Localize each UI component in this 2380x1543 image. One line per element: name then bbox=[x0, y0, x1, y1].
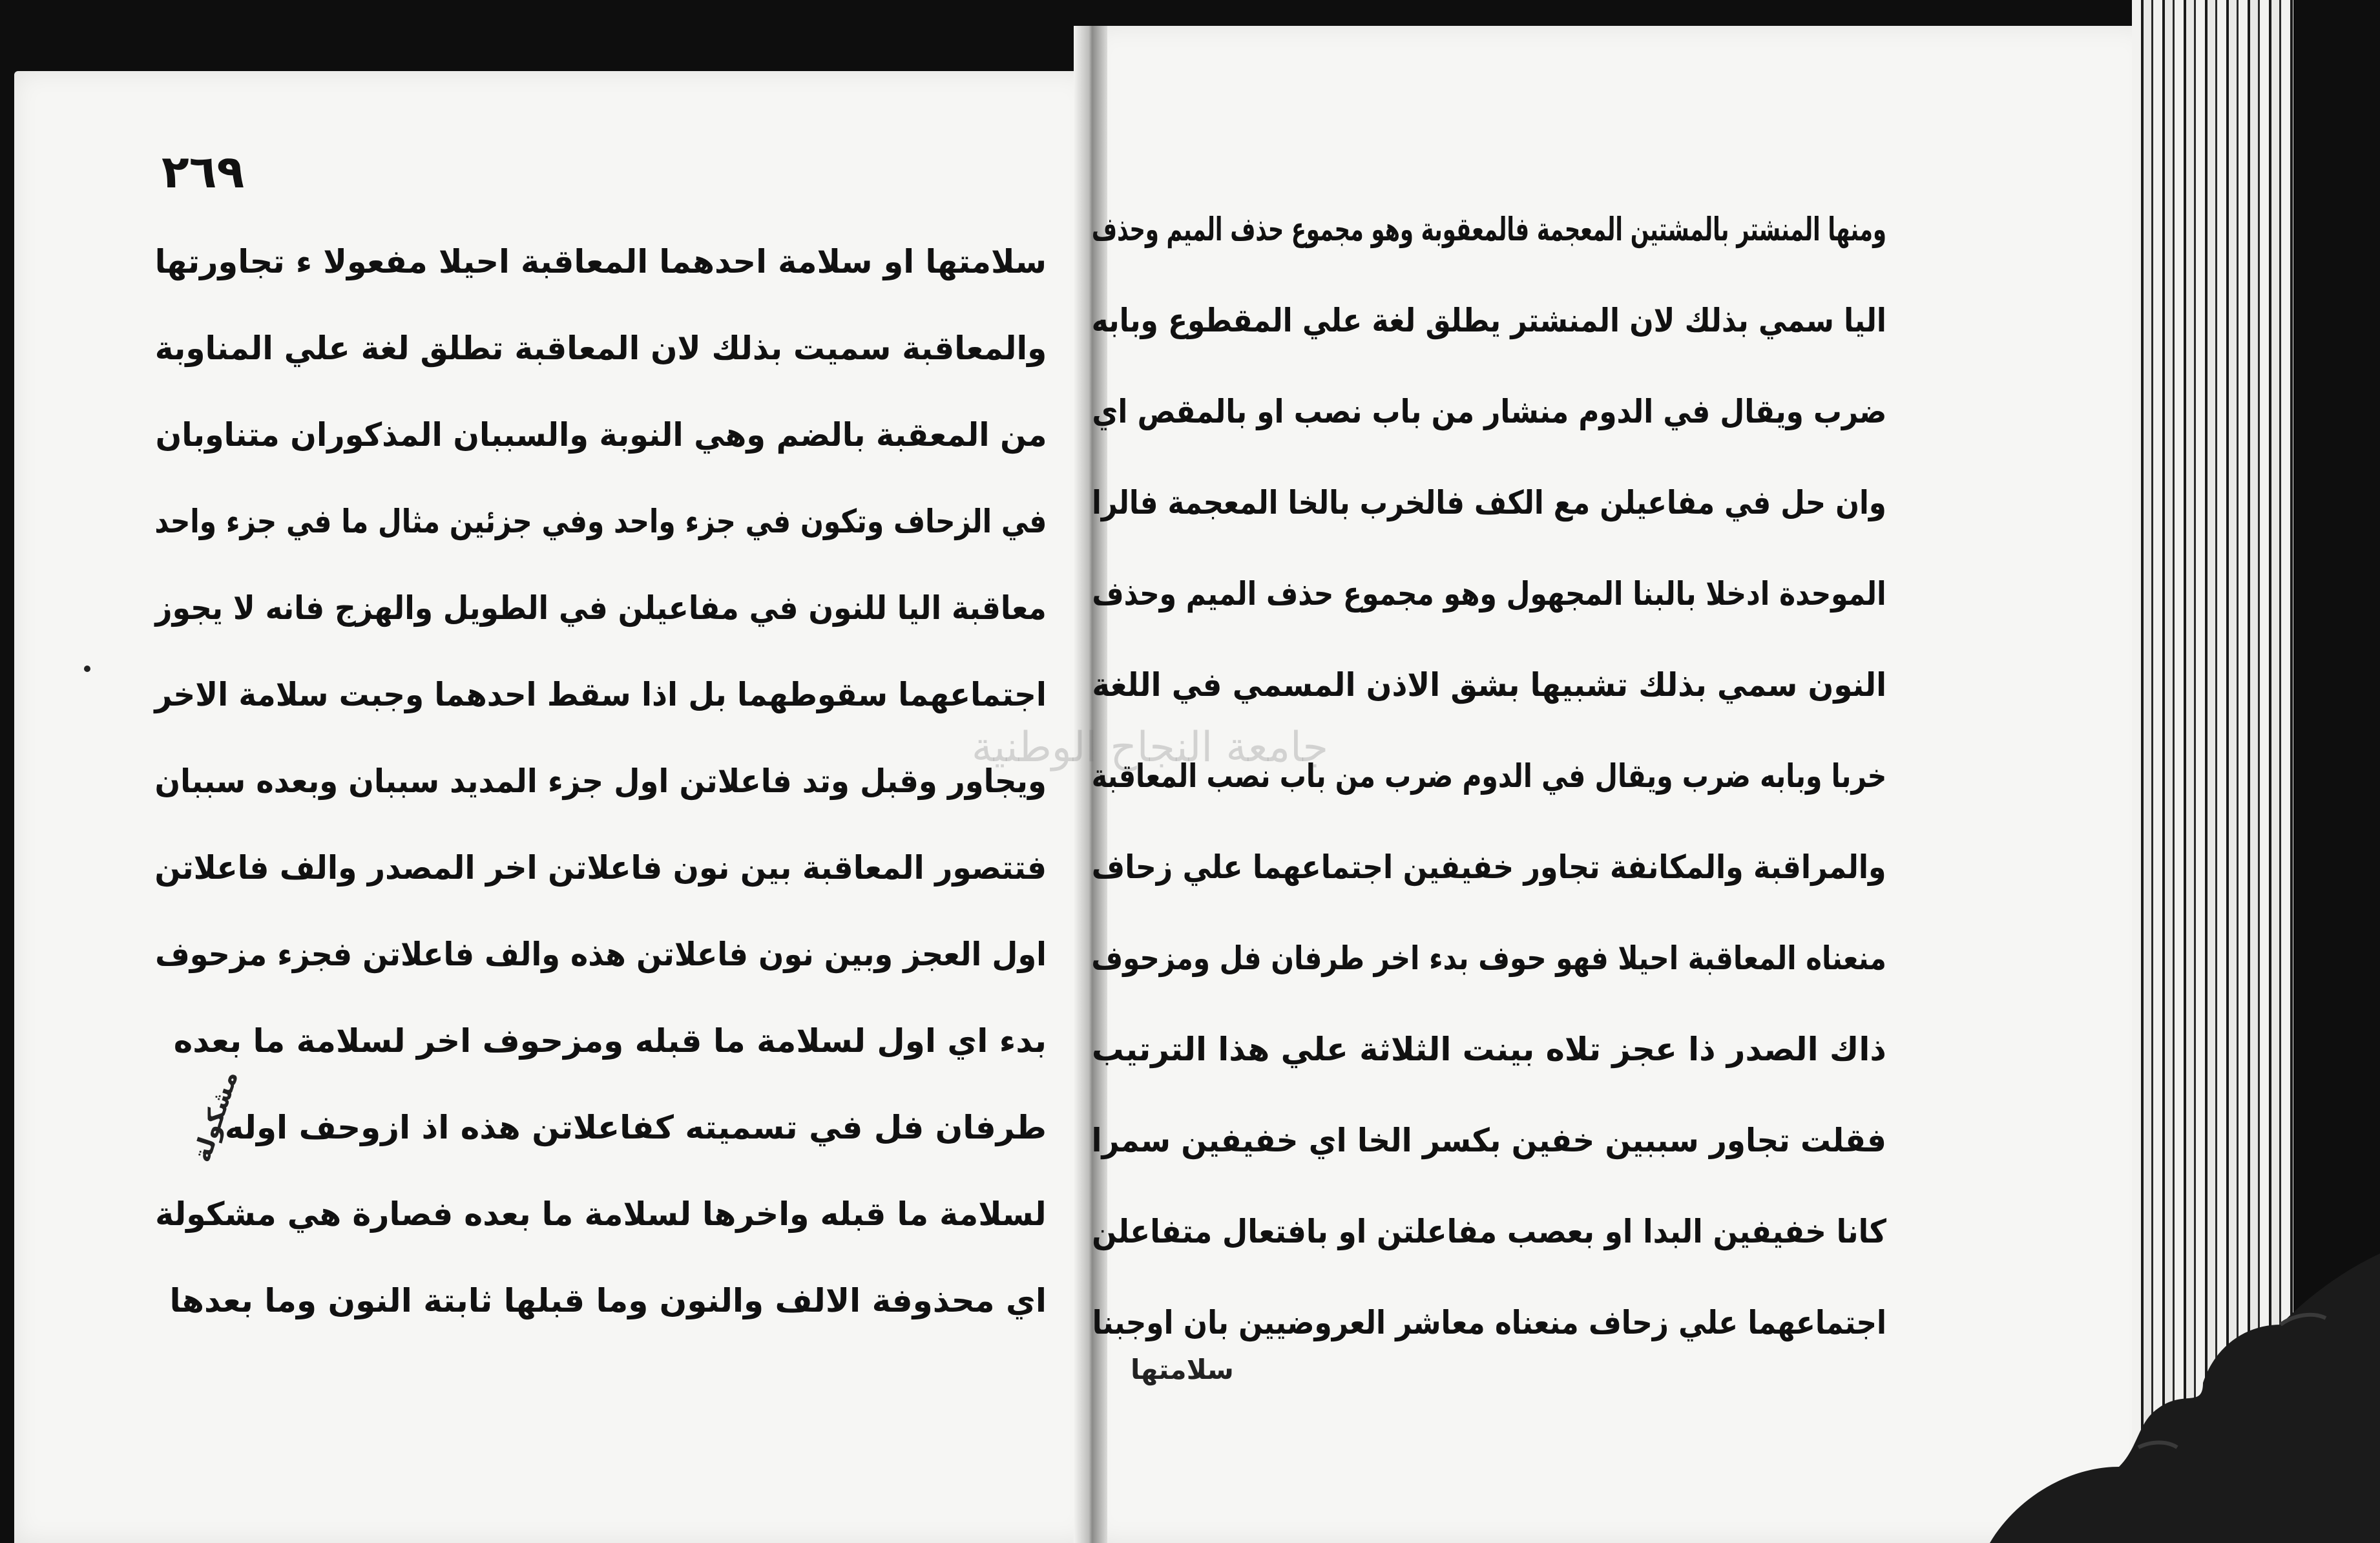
hand-holding-page bbox=[1990, 1254, 2380, 1543]
right-text-line: ذاك الصدر ذا عجز تلاه بينت الثلاثة علي هذا الترتيب bbox=[1092, 1031, 1886, 1068]
right-text-line: النون سمي بذلك تشبيها بشق الاذن المسمي في اللغة bbox=[1092, 666, 1886, 704]
left-page-text bbox=[154, 243, 1047, 1344]
right-text-line: كانا خفيفين البدا او بعصب مفاعلتن او بافتعال متفاعلن bbox=[1092, 1213, 1886, 1250]
watermark: جامعة النجاح الوطنية bbox=[971, 724, 1329, 772]
right-text-line: ومنها المنشتر بالمشتين المعجمة فالمعقوبة وهو مجموع حذف الميم وحذف bbox=[1092, 211, 1886, 248]
right-text-line: خربا وبابه ضرب ويقال في الدوم ضرب من باب نصب المعاقبة bbox=[1091, 757, 1886, 795]
catchword: سلامتها bbox=[1131, 1354, 1234, 1385]
left-text-line: اجتماعهما سقوطهما بل اذا سقط احدهما وجبت سلامة الاخر bbox=[154, 676, 1047, 713]
left-text-line: طرفان فل في تسميته كفاعلاتن هذه اذ ازوحف اوله bbox=[224, 1109, 1047, 1146]
left-text-line: لسلامة ما قبله واخرها لسلامة ما بعده فصارة هي مشكولة bbox=[155, 1195, 1047, 1233]
margin-note: مشكولة bbox=[187, 1067, 244, 1166]
left-text-line: سلامتها او سلامة احدهما المعاقبة احيلا مفعولا ء تجاورتها bbox=[154, 243, 1047, 280]
right-text-line: اجتماعهما علي زحاف منعناه معاشر العروضيين بان اوجبنا bbox=[1092, 1304, 1886, 1341]
right-text-line: اليا سمي بذلك لان المنشتر يطلق لغة علي المقطوع وبابه bbox=[1091, 302, 1886, 339]
right-text-line: ضرب ويقال في الدوم منشار من باب نصب او بالمقص اي bbox=[1091, 393, 1886, 430]
right-text-line: والمراقبة والمكانفة تجاور خفيفين اجتماعهما علي زحاف bbox=[1092, 848, 1886, 886]
right-text-line: الموحدة ادخلا بالبنا المجهول وهو مجموع حذف الميم وحذف bbox=[1092, 575, 1886, 613]
page-edges bbox=[2132, 0, 2293, 1460]
right-page-text bbox=[1092, 213, 1886, 1409]
left-text-line: بدء اي اول لسلامة ما قبله ومزحوف اخر لسلامة ما بعده bbox=[173, 1022, 1047, 1060]
left-text-line: فتتصور المعاقبة بين نون فاعلاتن اخر المصدر والف فاعلاتن bbox=[154, 849, 1047, 887]
left-text-line: اول العجز وبين نون فاعلاتن هذه والف فاعلاتن فجزء مزحوف bbox=[155, 936, 1047, 973]
right-text-line: منعناه المعاقبة احيلا فهو حوف بدء اخر طرفان فل ومزحوف bbox=[1091, 939, 1886, 977]
left-text-line: معاقبة اليا للنون في مفاعيلن في الطويل والهزج فانه لا يجوز bbox=[155, 589, 1047, 627]
page-number: ٢٦٩ bbox=[162, 145, 245, 198]
right-text-line: وان حل في مفاعيلن مع الكف فالخرب بالخا المعجمة فالرا bbox=[1092, 484, 1886, 521]
left-text-line: في الزحاف وتكون في جزء واحد وفي جزئين مثال ما في جزء واحد bbox=[154, 503, 1047, 540]
left-text-line: والمعاقبة سميت بذلك لان المعاقبة تطلق لغة علي المناوبة bbox=[154, 330, 1047, 367]
left-text-line: اي محذوفة الالف والنون وما قبلها ثابتة النون وما بعدها bbox=[169, 1282, 1047, 1319]
right-text-line: فقلت تجاور سببين خفين بكسر الخا اي خفيفين سمرا bbox=[1091, 1122, 1886, 1159]
ink-dot bbox=[84, 666, 90, 672]
left-text-line: ويجاور وقبل وتد فاعلاتن اول جزء المديد سببان وبعده سببان bbox=[154, 762, 1047, 800]
left-text-line: من المعقبة بالضم وهي النوبة والسببان المذكوران متناوبان bbox=[155, 416, 1047, 454]
